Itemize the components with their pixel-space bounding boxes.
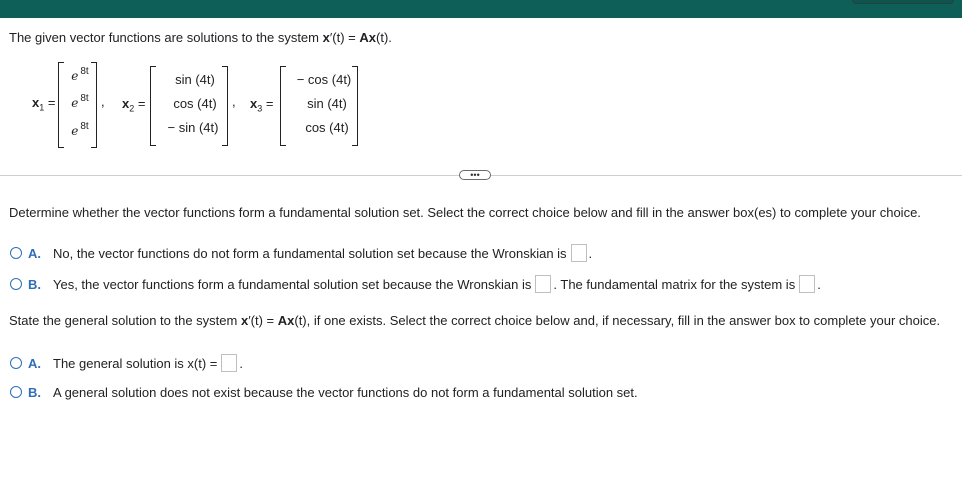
intro-x2: x [368, 30, 376, 45]
vector-functions [0, 62, 962, 152]
question-2-prompt: State the general solution to the system x′(t) = Ax(t), if one exists. Select the correct choice below and, if necessary, fill in the answer box to complete your choice. [9, 313, 941, 328]
x1-label: $x_1$ = [32, 95, 56, 113]
q2-choice-b[interactable] [10, 382, 638, 402]
q2-choice-b-radio[interactable] [10, 386, 22, 398]
x2-entry-2: cos (4t) [173, 96, 217, 111]
x3-entry-2: sin (4t) [307, 96, 347, 111]
q2-choice-a-period: . [239, 355, 244, 371]
fundamental-matrix-answer-box[interactable] [799, 275, 815, 293]
comma-2: , [232, 94, 236, 109]
x3-entry-1: − cos (4t) [296, 72, 352, 87]
x1-entry-2: e $^{8t}$ [71, 93, 89, 110]
q2-choice-a-text: The general solution is x(t) = [53, 355, 218, 371]
intro-eq: (t) = [332, 30, 360, 45]
q1-choice-a-letter: A. [28, 245, 41, 261]
wronskian-answer-box-a[interactable] [571, 244, 587, 262]
q1-choice-a-period: . [588, 245, 593, 261]
comma-1: , [101, 94, 105, 109]
x3-entry-3: cos (4t) [305, 120, 349, 135]
top-bar [0, 0, 962, 18]
q1-choice-a[interactable] [10, 243, 592, 263]
q2-choice-b-text: A general solution does not exist because the vector functions do not form a fundamental solution set. [53, 384, 638, 400]
intro-post: (t). [376, 30, 392, 45]
q1-choice-b-letter: B. [28, 276, 41, 292]
q1-choice-b-radio[interactable] [10, 278, 22, 290]
intro-A: A [359, 30, 369, 45]
q1-choice-b[interactable] [10, 274, 821, 294]
intro-text [9, 30, 392, 45]
x2-entry-1: sin (4t) [175, 72, 215, 87]
q2-choice-b-letter: B. [28, 384, 41, 400]
q1-choice-b-text: Yes, the vector functions form a fundamental solution set because the Wronskian is [53, 276, 532, 292]
q1-choice-a-text: No, the vector functions do not form a fundamental solution set because the Wronskian is [53, 245, 567, 261]
q1-choice-a-radio[interactable] [10, 247, 22, 259]
q2-choice-a-radio[interactable] [10, 357, 22, 369]
x1-entry-3: e $^{8t}$ [71, 121, 89, 138]
intro-prime: ′ [329, 30, 333, 45]
q2-choice-a[interactable] [10, 353, 243, 373]
x3-label: $x_3$ = [250, 96, 274, 114]
x2-entry-3: − sin (4t) [167, 120, 219, 135]
intro-x: x [322, 30, 330, 45]
top-bar-button[interactable] [852, 0, 954, 4]
expand-more-button[interactable]: ••• [459, 170, 491, 180]
x2-label: $x_2$ = [122, 96, 146, 114]
q1-choice-b-text-2: . The fundamental matrix for the system is [553, 276, 796, 292]
q2-choice-a-letter: A. [28, 355, 41, 371]
q1-choice-b-period: . [817, 276, 821, 292]
x1-entry-1: e $^{8t}$ [71, 66, 89, 83]
question-1-prompt: Determine whether the vector functions form a fundamental solution set. Select the correct choice below and fill in the answer box(es) to complete your choice. [9, 205, 921, 220]
general-solution-answer-box[interactable] [221, 354, 237, 372]
intro-pre: The given vector functions are solutions to the system [9, 30, 323, 45]
wronskian-answer-box-b[interactable] [535, 275, 551, 293]
